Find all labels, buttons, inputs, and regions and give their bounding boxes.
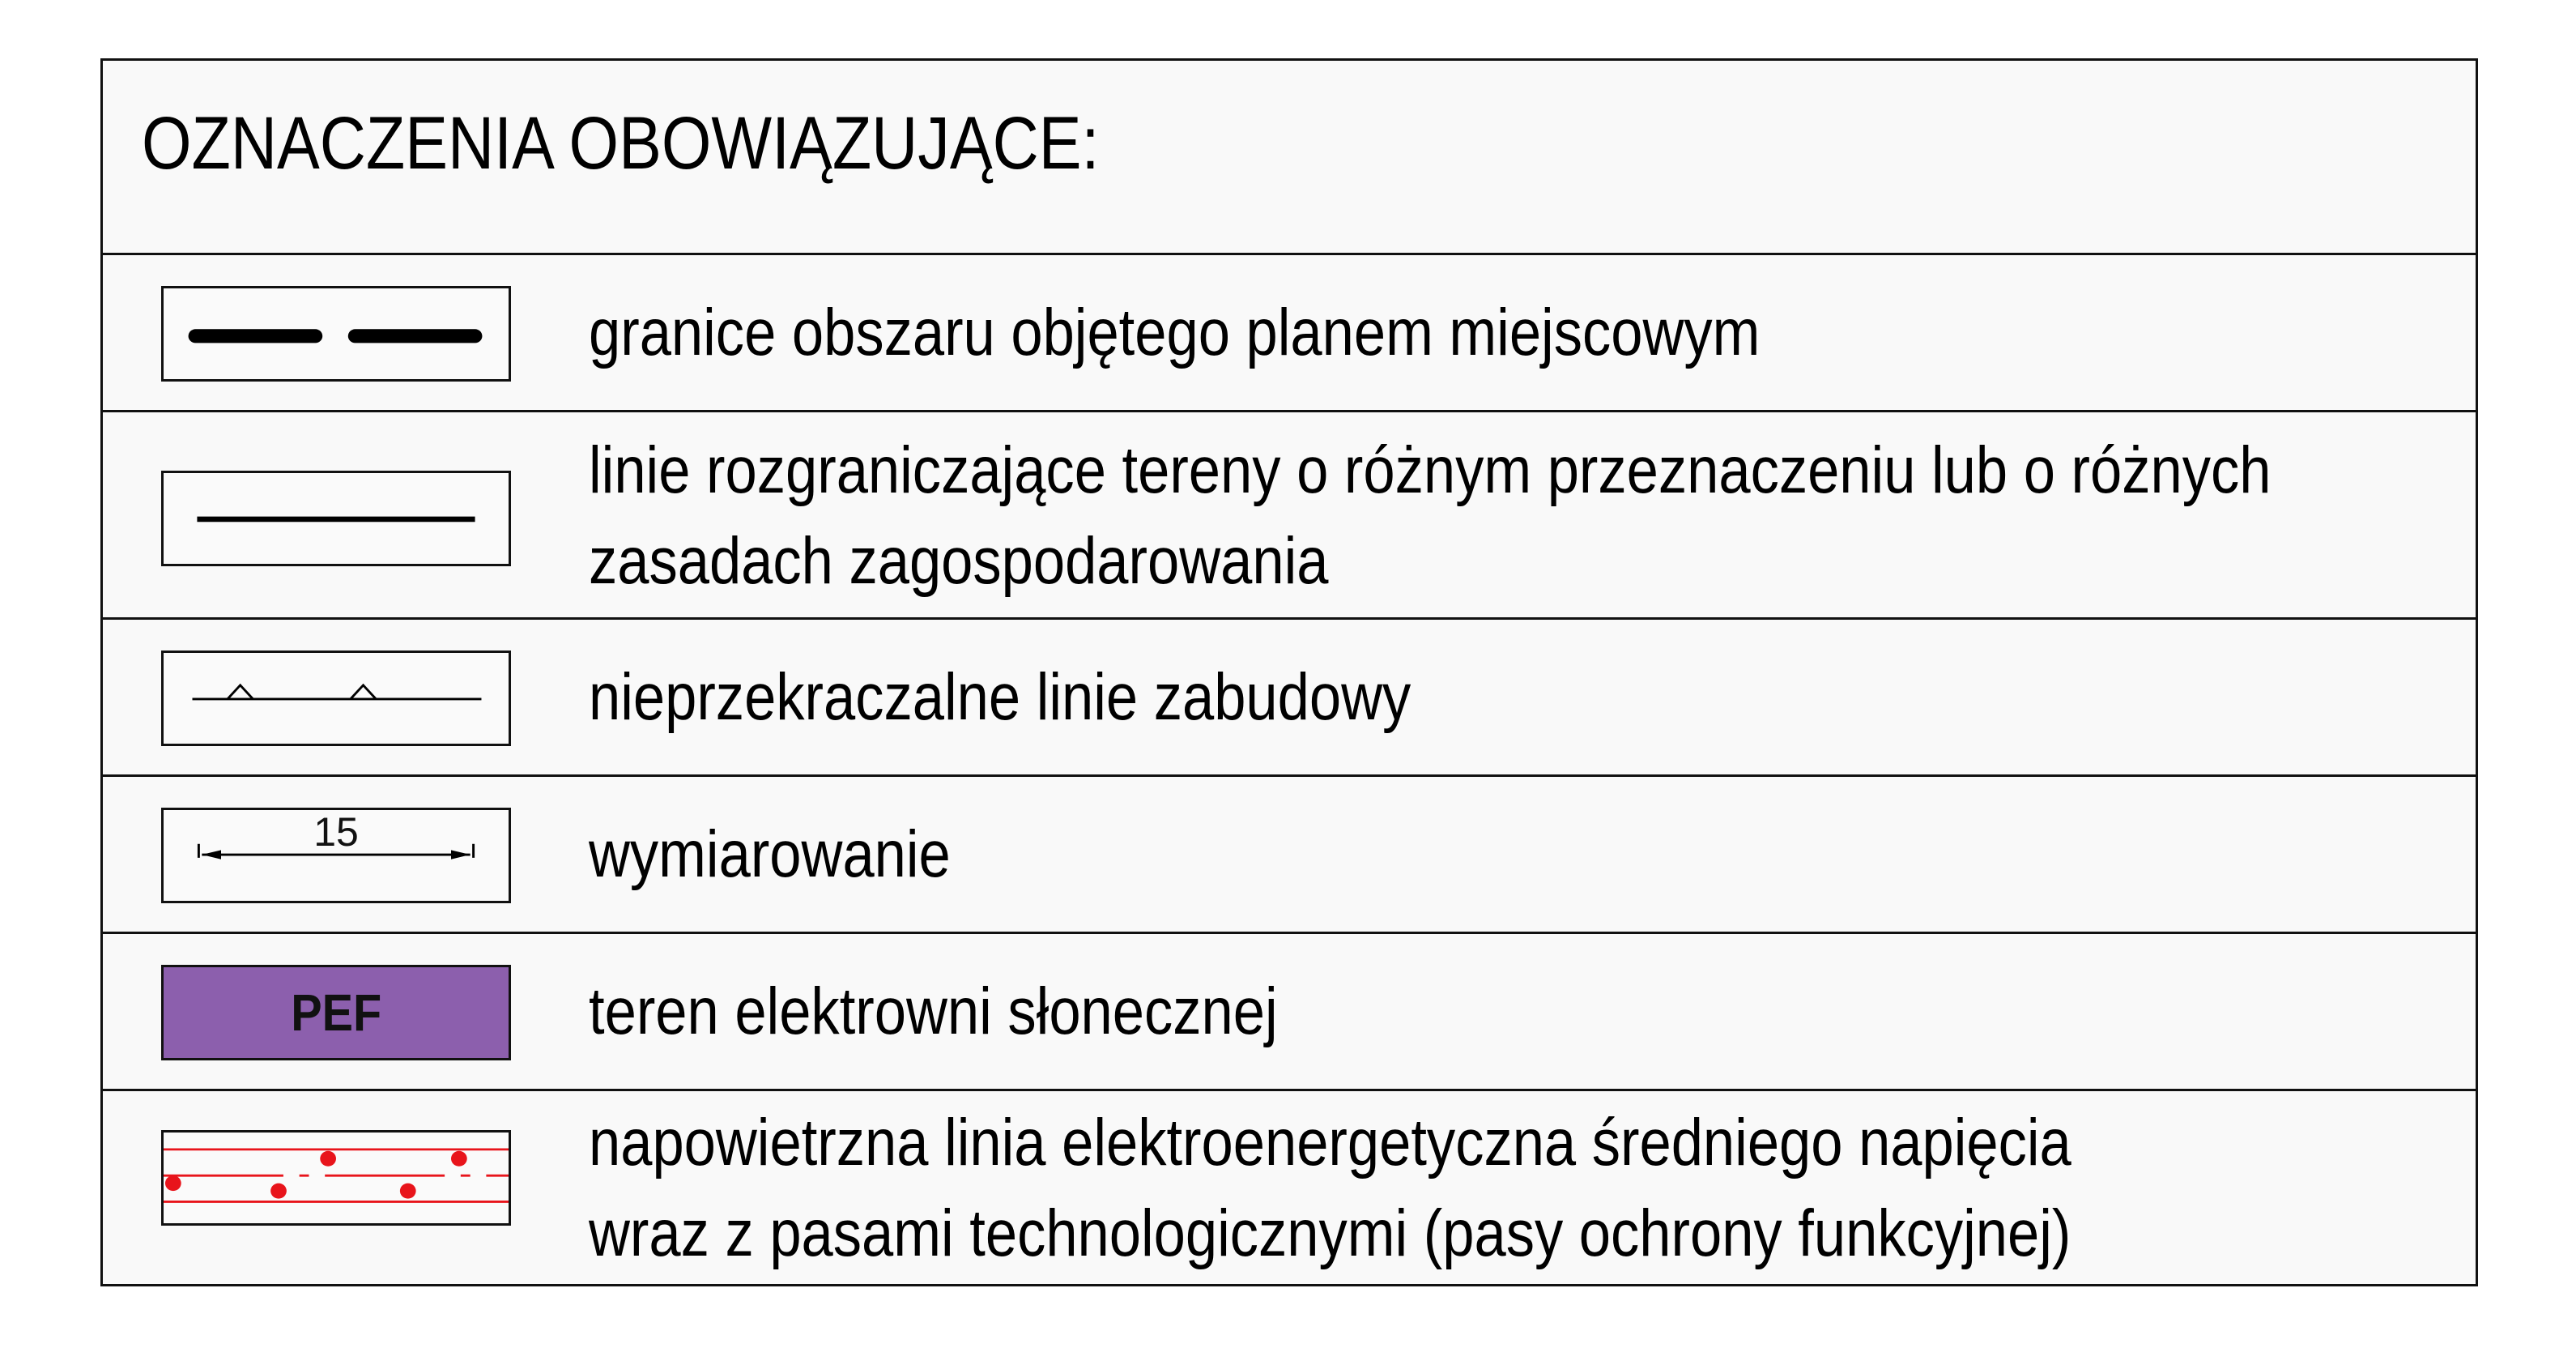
pef-symbol-label: PEF [290, 983, 382, 1042]
building-line-icon [164, 653, 509, 744]
solid-line-icon [164, 473, 509, 564]
legend-row-label [589, 1098, 2071, 1279]
legend-row-solar-plant [103, 934, 2476, 1091]
pef-area-symbol [161, 965, 511, 1060]
legend-header [103, 61, 2476, 255]
legend-row-building-lines [103, 620, 2476, 777]
power-line-symbol [161, 1130, 511, 1226]
legend-row-dividing-lines [103, 412, 2476, 620]
legend-row-dimensioning [103, 777, 2476, 934]
legend-label-line: linie rozgraniczające tereny o różnym przeznaczeniu lub o różnych [589, 433, 2272, 507]
legend-label-line: teren elektrowni słonecznej [589, 975, 1278, 1048]
dimension-value: 15 [313, 809, 359, 855]
legend-table [100, 58, 2478, 1286]
legend-row-label [589, 652, 1411, 743]
solid-line-symbol [161, 471, 511, 566]
power-line-icon [164, 1133, 509, 1223]
building-line-symbol [161, 651, 511, 746]
legend-row-power-line [103, 1091, 2476, 1284]
dimension-symbol [161, 808, 511, 903]
legend-label-line: napowietrzna linia elektroenergetyczna średniego napięcia [589, 1106, 2071, 1179]
legend-row-label [589, 425, 2271, 607]
legend-row-label [589, 809, 951, 900]
legend-label-line: wraz z pasami technologicznymi (pasy ochrony funkcyjnej) [589, 1197, 2071, 1270]
dashed-boundary-symbol [161, 286, 511, 382]
legend-row-label [589, 966, 1278, 1057]
legend-row-plan-boundary [103, 255, 2476, 412]
legend-label-line: wymiarowanie [589, 817, 951, 891]
legend-title: OZNACZENIA OBOWIĄZUJĄCE: [142, 102, 1100, 185]
legend-label-line: zasadach zagospodarowania [589, 524, 1329, 598]
legend-label-line: granice obszaru objętego planem miejscowym [589, 296, 1761, 369]
legend-label-line: nieprzekraczalne linie zabudowy [589, 660, 1411, 734]
dashed-boundary-icon [164, 288, 509, 379]
legend-row-label [589, 288, 1760, 378]
